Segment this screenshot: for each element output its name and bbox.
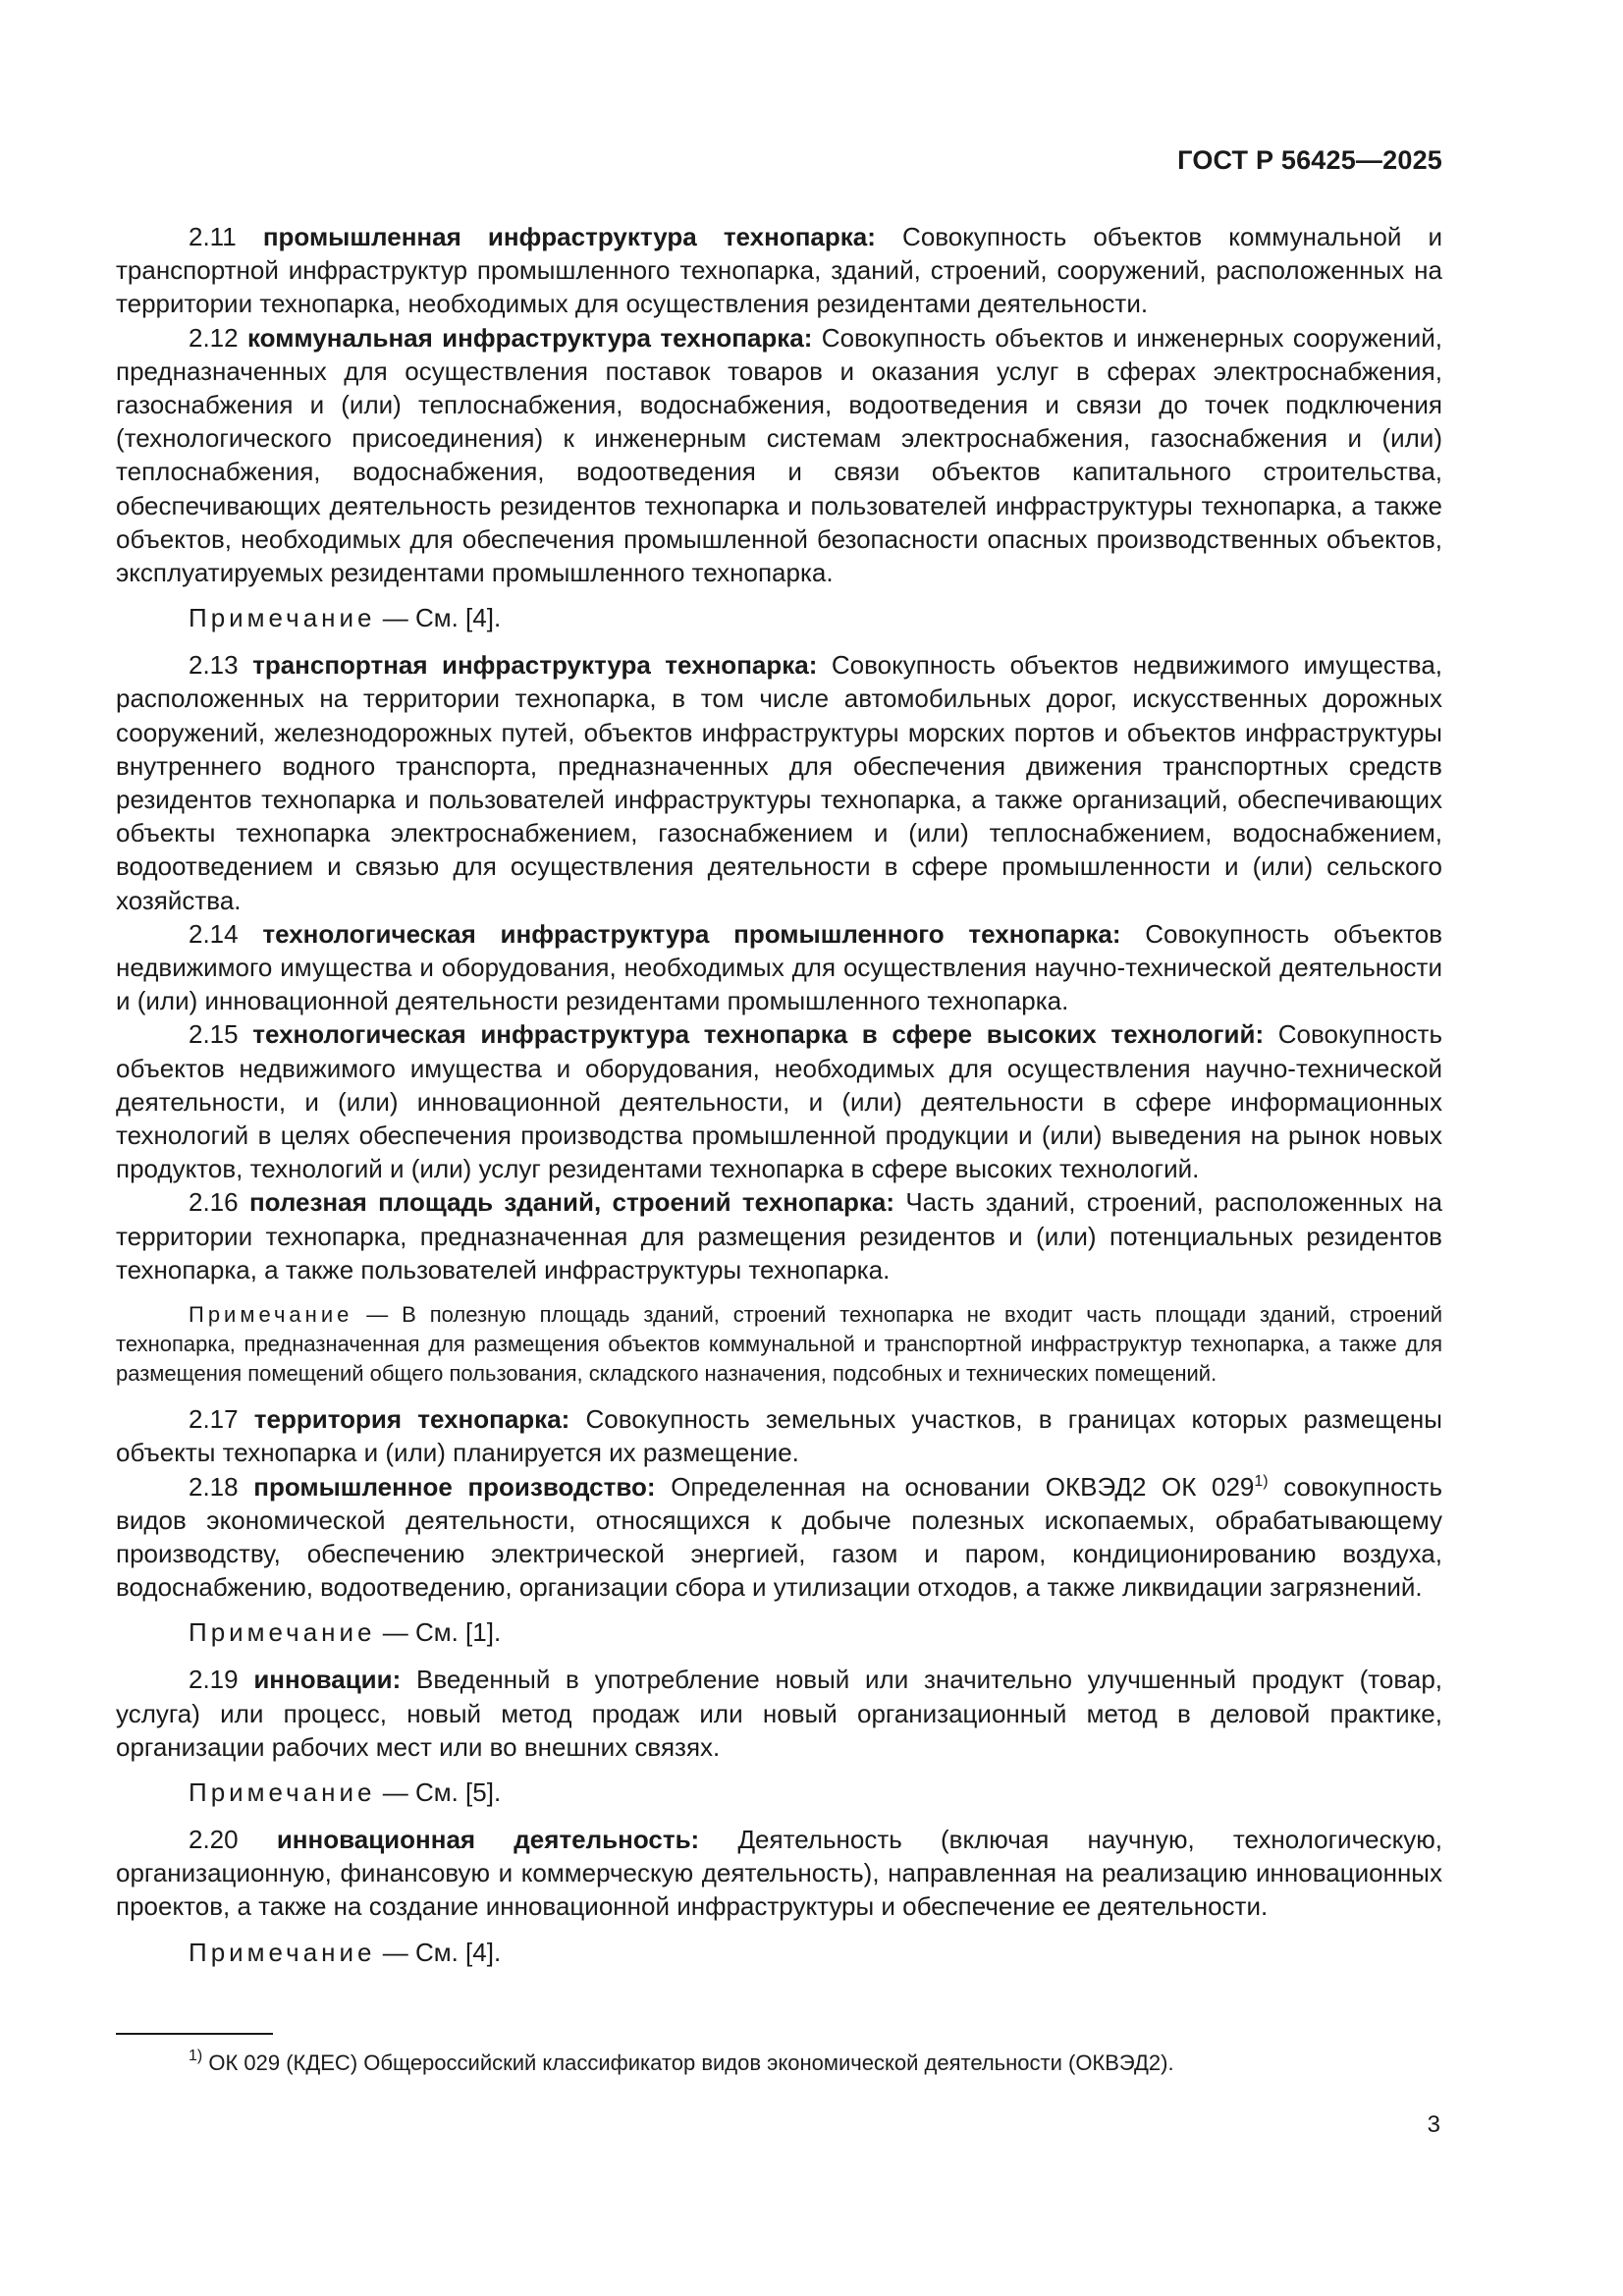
entry-number: 2.12: [189, 322, 239, 353]
note-label: Примечание: [189, 1302, 353, 1328]
entry-definition: Деятельность (включая научную, технологическую, организационную, финансовую и коммерческую деятельность), направленная на реализацию инновационных проектов, а также на создание инновационной инфраструктуры и обеспечение ее деятельности.: [116, 1824, 1442, 1922]
document-id: ГОСТ Р 56425—2025: [1177, 145, 1442, 175]
page-number: 3: [1427, 2111, 1440, 2138]
entry-definition-lead: Определенная на основании ОКВЭД2 ОК 029: [671, 1471, 1255, 1502]
entry-term: промышленная инфраструктура технопарка:: [262, 222, 876, 251]
entry-number: 2.15: [189, 1019, 239, 1050]
entry-term: технологическая инфраструктура промышленного технопарка:: [262, 918, 1121, 949]
note-2-19: [116, 1776, 1442, 1809]
term-entry-2-18: [116, 1470, 1442, 1605]
note-2-18: [116, 1615, 1442, 1649]
entry-term: коммунальная инфраструктура технопарка:: [246, 322, 813, 353]
entry-term: территория технопарка:: [253, 1404, 570, 1435]
entry-definition: Совокупность объектов и инженерных сооружений, предназначенных для осуществления поставок товаров и оказания услуг в сферах электроснабжения, газоснабжения и (или) теплоснабжения, водоснабжения, водоотведения и связи до точек подключения (технологического присоединения) к инженерным системам электроснабжения, газоснабжения и (или) теплоснабжения, водоснабжения, водоотведения и связи объектов капитального строительства, обеспечивающих деятельность резидентов технопарка и пользователей инфраструктуры технопарка, а также объектов, необходимых для обеспечения промышленной безопасности опасных производственных объектов, эксплуатируемых резидентами промышленного технопарка.: [116, 322, 1442, 588]
entry-definition: совокупность видов экономической деятельности, относящихся к добыче полезных ископаемых, обрабатывающему производству, обеспечению электрической энергией, газом и паром, кондиционированию воздуха, водоснабжению, водоотведению, организации сбора и утилизации отходов, а также ликвидации загрязнений.: [116, 1471, 1443, 1603]
note-2-12: [116, 601, 1442, 634]
note-dash: —: [375, 1777, 415, 1807]
note-label: Примечание: [189, 1937, 376, 1967]
note-dash: —: [352, 1302, 403, 1328]
document-body: [116, 220, 1442, 1983]
footnote-mark: 1): [189, 2048, 203, 2064]
footnote-text: ОК 029 (КДЕС) Общероссийский классификатор видов экономической деятельности (ОКВЭД2).: [208, 2050, 1174, 2075]
footnote: [189, 2050, 1174, 2077]
entry-number: 2.18: [189, 1471, 239, 1502]
entry-term: полезная площадь зданий, строений технопарка:: [248, 1187, 894, 1218]
entry-number: 2.20: [189, 1824, 239, 1854]
note-dash: —: [375, 1937, 415, 1967]
entry-term: инновации:: [253, 1665, 402, 1695]
term-entry-2-14: [116, 917, 1442, 1018]
entry-definition: Совокупность объектов недвижимого имущества, расположенных на территории технопарка, в том числе автомобильных дорог, искусственных дорожных сооружений, железнодорожных путей, объектов инфраструктуры морских портов и объектов инфраструктуры внутреннего водного транспорта, предназначенных для обеспечения движения транспортных средств резидентов технопарка и пользователей инфраструктуры технопарка, а также организаций, обеспечивающих объекты технопарка электроснабжением, газоснабжением и (или) теплоснабжением, водоснабжением, водоотведением и связью для осуществления деятельности в сфере промышленности и (или) сельского хозяйства.: [116, 650, 1443, 915]
term-entry-2-16: [116, 1185, 1442, 1286]
note-label: Примечание: [189, 1617, 376, 1648]
note-text: См. [4].: [414, 1937, 502, 1967]
entry-definition: Совокупность объектов недвижимого имущества и оборудования, необходимых для осуществления научно-технической деятельности и (или) инновационной деятельности резидентами промышленного технопарка.: [116, 918, 1443, 1016]
entry-number: 2.16: [189, 1187, 239, 1218]
note-2-20: [116, 1936, 1442, 1969]
footnote-divider: [116, 2033, 273, 2035]
note-text: См. [5].: [414, 1777, 502, 1807]
entry-term: промышленное производство:: [253, 1471, 656, 1502]
note-label: Примечание: [189, 603, 376, 633]
entry-definition: Совокупность земельных участков, в границах которых размещены объекты технопарка и (или) планируется их размещение.: [116, 1404, 1442, 1468]
entry-term: инновационная деятельность:: [276, 1824, 700, 1854]
note-label: Примечание: [189, 1777, 376, 1807]
note-text: См. [1].: [414, 1617, 502, 1648]
note-dash: —: [375, 603, 415, 633]
note-text: См. [4].: [414, 603, 502, 633]
entry-number: 2.19: [189, 1665, 239, 1695]
term-entry-2-12: [116, 321, 1442, 590]
term-entry-2-20: [116, 1823, 1442, 1924]
note-2-16: [116, 1300, 1442, 1389]
term-entry-2-19: [116, 1663, 1442, 1764]
entry-definition: Совокупность объектов коммунальной и транспортной инфраструктур промышленного технопарка, зданий, строений, сооружений, расположенных на территории технопарка, необходимых для осуществления резидентами деятельности.: [116, 222, 1442, 319]
term-entry-2-15: [116, 1017, 1442, 1185]
entry-definition: Часть зданий, строений, расположенных на территории технопарка, предназначенная для размещения резидентов и (или) потенциальных резидентов технопарка, а также пользователей инфраструктуры технопарка.: [116, 1187, 1442, 1285]
note-dash: —: [375, 1617, 415, 1648]
term-entry-2-13: [116, 648, 1442, 917]
entry-number: 2.17: [189, 1404, 239, 1435]
entry-definition: Введенный в употребление новый или значительно улучшенный продукт (товар, услуга) или процесс, новый метод продаж или новый организационный метод в деловой практике, организации рабочих мест или во внешних связях.: [116, 1665, 1443, 1762]
entry-number: 2.14: [189, 918, 239, 949]
entry-term: технологическая инфраструктура технопарка в сфере высоких технологий:: [252, 1019, 1265, 1050]
footnote-ref: 1): [1254, 1472, 1269, 1490]
term-entry-2-17: [116, 1402, 1442, 1469]
note-text: В полезную площадь зданий, строений технопарка не входит часть площади зданий, строений технопарка, предназначенная для размещения объектов коммунальной и транспортной инфраструктур технопарка, а также для размещения помещений общего пользования, складского назначения, подсобных и технических помещений.: [116, 1302, 1442, 1387]
entry-number: 2.13: [189, 650, 239, 681]
entry-definition: Совокупность объектов недвижимого имущества и оборудования, необходимых для осуществления научно-технической деятельности, и (или) инновационной деятельности, и (или) деятельности в сфере информационных технологий в целях обеспечения производства промышленной продукции и (или) выведения на рынок новых продуктов, технологий и (или) услуг резидентами технопарка в сфере высоких технологий.: [116, 1019, 1442, 1184]
entry-term: транспортная инфраструктура технопарка:: [252, 650, 818, 681]
entry-number: 2.11: [189, 222, 237, 251]
term-entry-2-11: [116, 220, 1442, 321]
